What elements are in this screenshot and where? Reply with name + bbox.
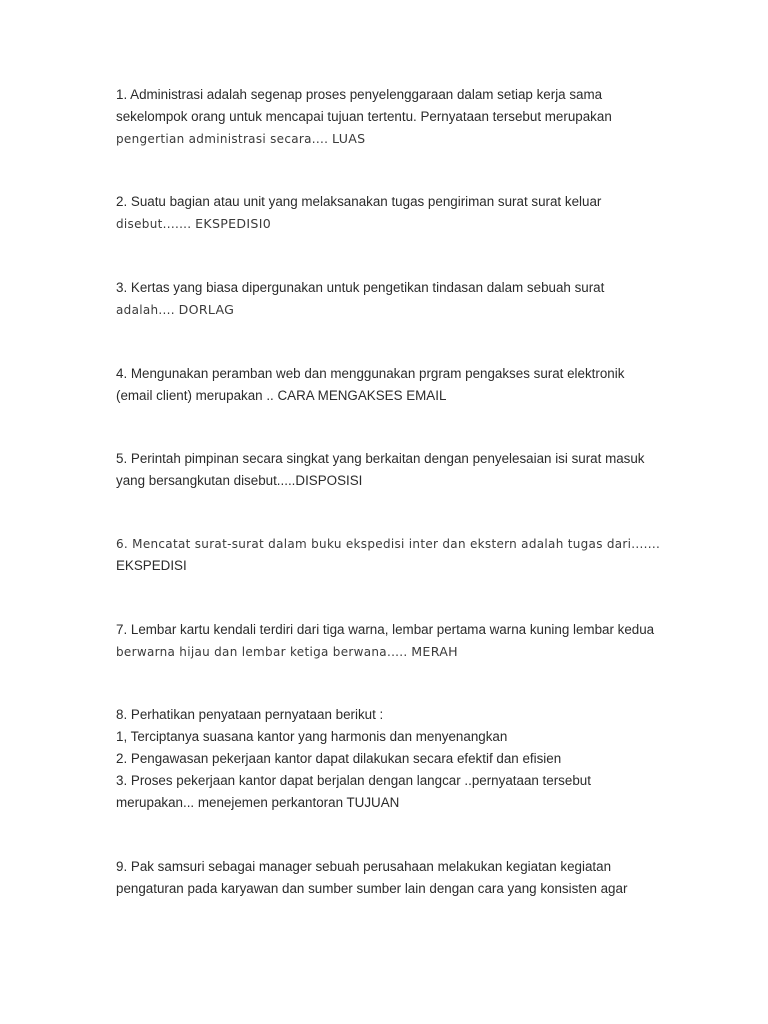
question-text-line: merupakan... menejemen perkantoran TUJUAN bbox=[116, 795, 400, 810]
question-text-line: 4. Mengunakan peramban web dan menggunakan prgram pengakses surat elektronik bbox=[116, 366, 625, 381]
question-text-line: sekelompok orang untuk mencapai tujuan tertentu. Pernyataan tersebut merupakan bbox=[116, 109, 612, 124]
question-option-line: 1, Terciptanya suasana kantor yang harmonis dan menyenangkan bbox=[116, 729, 508, 744]
question-8 bbox=[116, 704, 676, 814]
question-3 bbox=[116, 277, 676, 321]
question-5 bbox=[116, 448, 676, 492]
question-tail-text: pengertian administrasi secara.... bbox=[116, 132, 329, 146]
question-tail-line bbox=[116, 213, 676, 235]
question-text-line: 5. Perintah pimpinan secara singkat yang berkaitan dengan penyelesaian isi surat masuk bbox=[116, 451, 645, 466]
question-tail-line bbox=[116, 641, 676, 663]
question-6 bbox=[116, 533, 676, 577]
question-tail-line bbox=[116, 299, 676, 321]
question-4 bbox=[116, 363, 676, 407]
question-9 bbox=[116, 856, 676, 900]
answer-text: LUAS bbox=[332, 131, 366, 146]
question-text-line: 1. Administrasi adalah segenap proses penyelenggaraan dalam setiap kerja sama bbox=[116, 87, 603, 102]
question-text-line: 3. Kertas yang biasa dipergunakan untuk pengetikan tindasan dalam sebuah surat bbox=[116, 280, 605, 295]
question-7 bbox=[116, 619, 676, 663]
question-text-line: 7. Lembar kartu kendali terdiri dari tiga warna, lembar pertama warna kuning lembar kedua bbox=[116, 622, 655, 637]
question-text-line: pengaturan pada karyawan dan sumber sumber lain dengan cara yang konsisten agar bbox=[116, 881, 628, 896]
question-2 bbox=[116, 191, 676, 235]
question-tail-line bbox=[116, 533, 676, 555]
question-tail-text: 6. Mencatat surat-surat dalam buku ekspedisi inter dan ekstern adalah tugas dari....... bbox=[116, 537, 661, 551]
question-1 bbox=[116, 84, 676, 150]
question-text-line: 9. Pak samsuri sebagai manager sebuah perusahaan melakukan kegiatan kegiatan bbox=[116, 859, 612, 874]
question-option-line: 2. Pengawasan pekerjaan kantor dapat dilakukan secara efektif dan efisien bbox=[116, 751, 562, 766]
question-tail-text: berwarna hijau dan lembar ketiga berwana..... bbox=[116, 645, 408, 659]
answer-text: MERAH bbox=[411, 644, 458, 659]
question-text-line: (email client) merupakan .. CARA MENGAKSES EMAIL bbox=[116, 388, 447, 403]
answer-line: EKSPEDISI bbox=[116, 558, 187, 573]
question-tail-text: disebut....... bbox=[116, 217, 192, 231]
answer-text: EKSPEDISI0 bbox=[195, 216, 272, 231]
answer-text: DORLAG bbox=[178, 302, 235, 317]
question-tail-line bbox=[116, 128, 676, 150]
question-option-line: 3. Proses pekerjaan kantor dapat berjalan dengan langcar ..pernyataan tersebut bbox=[116, 773, 591, 788]
question-text-line: 2. Suatu bagian atau unit yang melaksanakan tugas pengiriman surat surat keluar bbox=[116, 194, 602, 209]
question-text-line: yang bersangkutan disebut.....DISPOSISI bbox=[116, 473, 363, 488]
question-tail-text: adalah.... bbox=[116, 303, 175, 317]
question-text-line: 8. Perhatikan penyataan pernyataan berikut : bbox=[116, 707, 384, 722]
